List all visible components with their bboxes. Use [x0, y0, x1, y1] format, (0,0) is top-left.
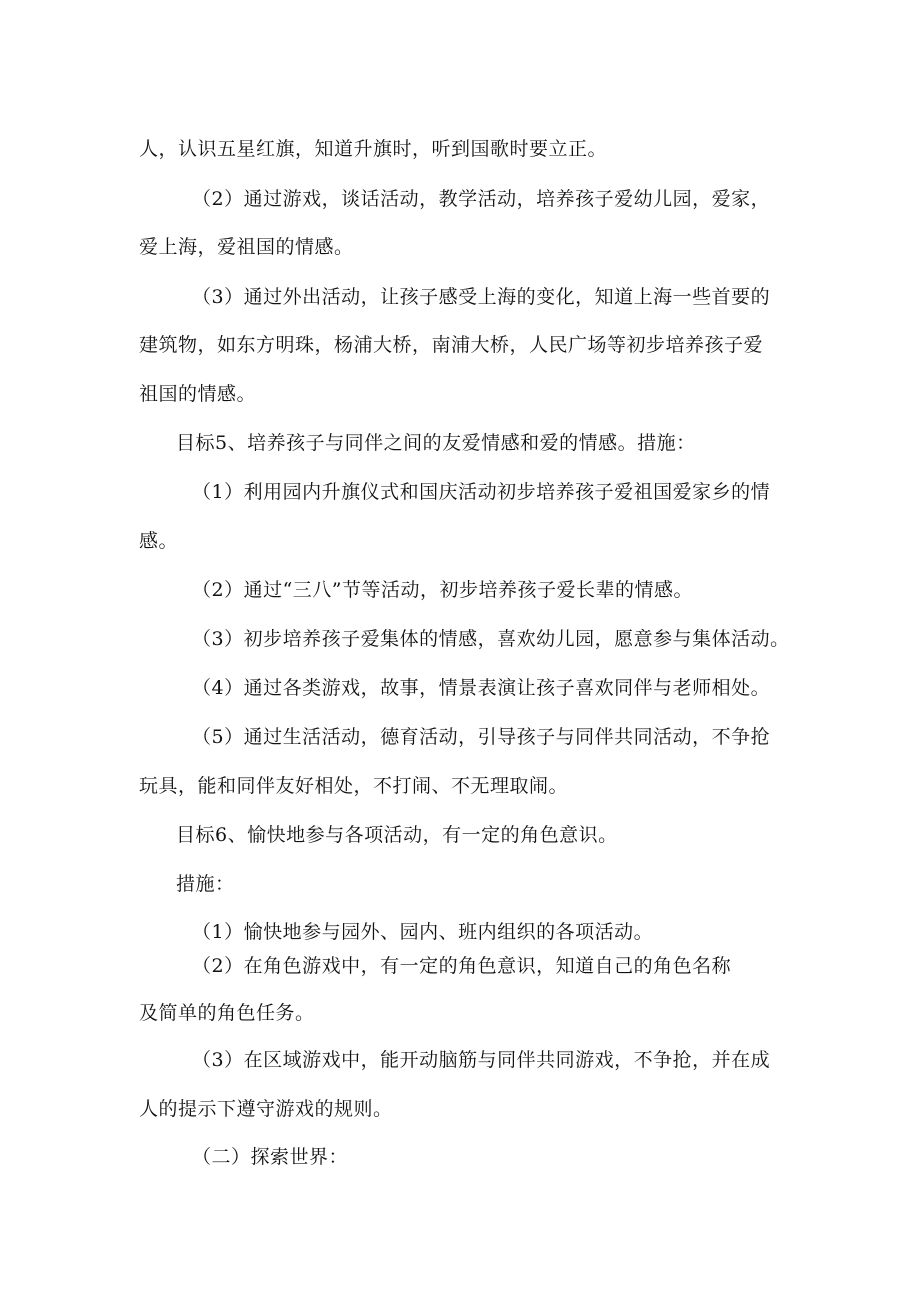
text-line: （1）利用园内升旗仪式和国庆活动初步培养孩子爱祖国爱家乡的情 [192, 481, 771, 503]
text-line: 玩具，能和同伴友好相处，不打闹、不无理取闹。 [139, 775, 569, 797]
text-line: （5）通过生活活动，德育活动，引导孩子与同伴共同活动，不争抢 [192, 726, 771, 748]
text-line: （2）通过游戏，谈话活动，教学活动，培养孩子爱幼儿园，爱家， [192, 188, 771, 210]
text-line: 爱上海，爱祖国的情感。 [139, 236, 354, 258]
text-line: 目标5、培养孩子与同伴之间的友爱情感和爱的情感。措施： [176, 432, 696, 454]
text-line: （2）在角色游戏中，有一定的角色意识，知道自己的角色名称 [192, 955, 732, 977]
text-line: （3）在区域游戏中，能开动脑筋与同伴共同游戏，不争抢，并在成 [192, 1049, 771, 1071]
text-line: 人的提示下遵守游戏的规则。 [139, 1098, 393, 1120]
text-line: 感。 [139, 530, 179, 552]
text-line: 人，认识五星红旗，知道升旗时，听到国歌时要立正。 [139, 138, 608, 160]
text-line: 祖国的情感。 [139, 383, 257, 405]
text-line: 建筑物，如东方明珠，杨浦大桥，南浦大桥，人民广场等初步培养孩子爱 [139, 334, 764, 356]
text-line: （二）探索世界： [192, 1146, 349, 1168]
text-line: 措施： [176, 873, 235, 895]
text-line: （3）初步培养孩子爱集体的情感，喜欢幼儿园，愿意参与集体活动。 [192, 628, 790, 650]
text-line: 及简单的角色任务。 [139, 1002, 315, 1024]
text-line: （4）通过各类游戏，故事，情景表演让孩子喜欢同伴与老师相处。 [192, 677, 771, 699]
text-line: （2）通过“三八”节等活动，初步培养孩子爱长辈的情感。 [192, 579, 694, 601]
text-line: （1）愉快地参与园外、园内、班内组织的各项活动。 [192, 921, 654, 943]
text-line: （3）通过外出活动，让孩子感受上海的变化，知道上海一些首要的 [192, 286, 771, 308]
text-line: 目标6、愉快地参与各项活动，有一定的角色意识。 [176, 824, 618, 846]
